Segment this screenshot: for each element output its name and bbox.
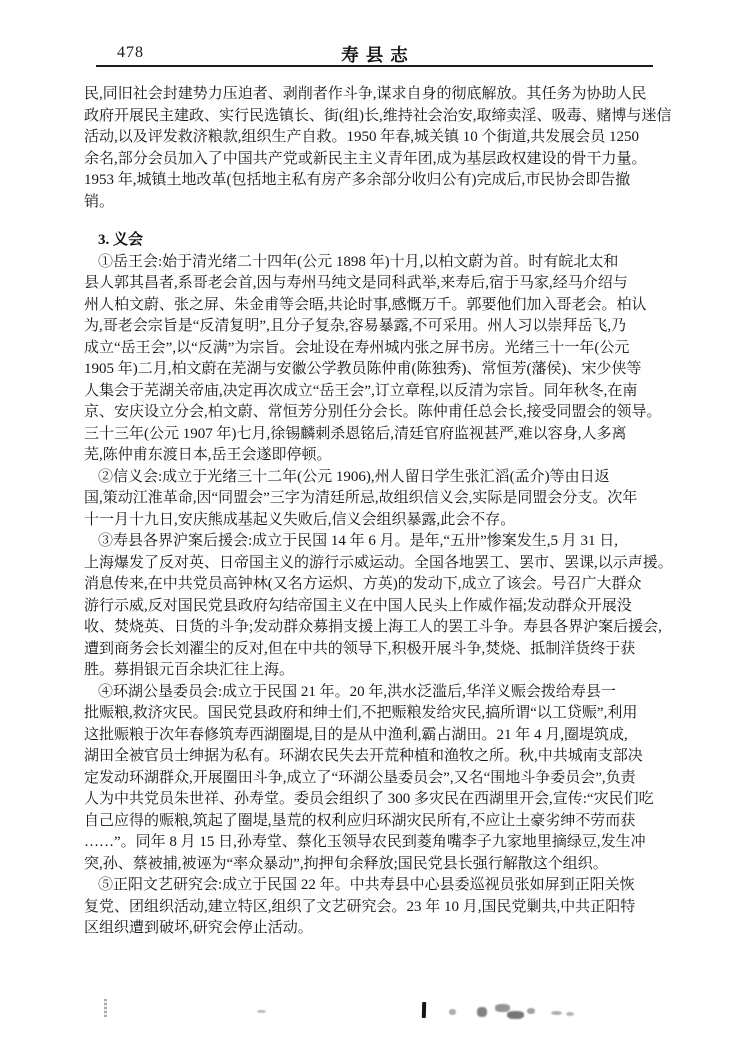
text-line: ⑤正阳文艺研究会:成立于民国 22 年。中共寿县中心县委巡视员张如屏到正阳关恢 [98,877,635,893]
entry-paragraph-xinyihui [84,467,664,532]
text-line: 自己应得的赈粮,筑起了圈堤,垦荒的权利应归环湖灾民所有,不应让土豪劣绅不劳而获 [84,812,636,829]
text-line: 批赈粮,救济灾民。国民党县政府和绅士们,不把赈粮发给灾民,搞所谓“以工贷赈”,利用 [84,705,638,721]
text-line: ④环湖公垦委员会:成立于民国 21 年。20 年,洪水泛滥后,华洋义赈会拨给寿县一 [98,683,616,700]
scan-artifact-smudge [527,1008,535,1014]
scan-artifact-speck [257,1010,266,1013]
scan-artifact-smudge [566,1012,574,1016]
text-line: 1953 年,城镇土地改革(包括地主私有房产多余部分收归公有)完成后,市民协会即告撤 [84,172,631,188]
scan-artifact-bar [422,1002,426,1018]
text-line: ③寿县各界沪案后援会:成立于民国 14 年 6 月。是年,“五卅”惨案发生,5 月 31 日, [98,533,618,549]
page-number: 478 [117,44,144,61]
text-line: 芜,陈仲甫东渡日本,岳王会遂即停顿。 [84,447,332,463]
text-line: 人为中共党员朱世祥、孙寿堂。委员会组织了 300 多灾民在西湖里开会,宣传:“灾民们吃 [84,791,654,807]
entry-paragraph-yuewanghui [84,252,664,467]
text-line: 上海爆发了反对英、日帝国主义的游行示威运动。全国各地罢工、罢市、罢课,以示声援。 [84,554,673,571]
entry-paragraph-zhengyangwenyi [84,875,664,940]
text-line: 遭到商务会长刘濯尘的反对,但在中共的领导下,积极开展斗争,焚烧、抵制洋货终于获 [84,640,636,657]
scan-artifact-smudge [507,1011,524,1019]
text-line: 活动,以及评发救济粮款,组织生产自救。1950 年春,城关镇 10 个街道,共发展会员 1250 [84,129,640,145]
text-line: 京、安庆设立分会,柏文蔚、常恒芳分别任分会长。陈仲甫任总会长,接受同盟会的领导。 [84,404,662,420]
text-line: 政府开展民主建政、实行民选镇长、街(组)长,维持社会治安,取缔卖淫、吸毒、赌博与迷信 [84,107,672,124]
scan-artifact-smudge [495,1004,510,1012]
intro-paragraph [84,84,672,213]
text-line: 成立“岳王会”,以“反满”为宗旨。会址设在寿州城内张之屏书房。光绪三十一年(公元 [84,339,630,356]
text-line: ①岳王会:始于清光绪二十四年(公元 1898 年)十月,以柏文蔚为首。时有皖北太和 [98,253,619,270]
text-line: 十一月十九日,安庆熊成基起义失败后,信义会组织暴露,此会不存。 [84,511,516,528]
scan-artifact-smudge [551,1011,562,1015]
text-line: 三十三年(公元 1907 年)七月,徐锡麟刺杀恩铭后,清廷官府监视甚严,难以容身,人多离 [84,425,627,442]
text-line: 突,孙、蔡被捕,被诬为“率众暴动”,拘押旬余释放;国民党县长强行解散这个组织。 [84,855,608,872]
text-line: 为,哥老会宗旨是“反清复明”,且分子复杂,容易暴露,不可采用。州人习以崇拜岳飞,乃 [84,318,627,334]
text-line: 收、焚烧英、日货的斗争;发动群众募捐支援上海工人的罢工斗争。寿县各界沪案后援会, [84,619,662,635]
text-line: 定发动环湖群众,开展圈田斗争,成立了“环湖公垦委员会”,又名“围地斗争委员会”,负责 [84,769,636,786]
scan-artifact-smudge [449,1009,456,1015]
entry-paragraph-huanhouyuanhui [84,531,673,682]
page-body-text [84,84,673,940]
text-line: 复党、团组织活动,建立特区,组织了文艺研究会。23 年 10 月,国民党剿共,中共正阳特 [84,898,636,915]
text-line: 湖田全被官员士绅据为私有。环湖农民失去开荒种植和渔牧之所。秋,中共城南支部决 [84,748,643,764]
entry-paragraph-huanhugongken [84,682,664,876]
scan-artifact-smudge [477,1007,487,1017]
text-line: 州人柏文蔚、张之屏、朱金甫等会晤,共论时事,感慨万千。郭要他们加入哥老会。柏认 [84,296,647,313]
text-line: 胜。募捐银元百余块汇往上海。 [84,662,295,678]
header-divider-rule [96,65,653,67]
text-line: ……”。同年 8 月 15 日,孙寿堂、蔡化玉领导农民到菱角嘴李子九家地里摘绿豆,发生冲 [84,834,646,850]
text-line: 人集会于芜湖关帝庙,决定再次成立“岳王会”,订立章程,以反清为宗旨。同年秋冬,在南 [84,382,638,399]
text-line: 1905 年)二月,柏文蔚在芜湖与安徽公学教员陈仲甫(陈独秀)、常恒芳(藩侯)、宋少侠等 [84,361,642,377]
text-line: 消息传来,在中共党员高钟林(又名方运炽、方英)的发动下,成立了该会。号召广大群众 [84,576,642,592]
text-line: 余名,部分会员加入了中国共产党或新民主主义青年团,成为基层政权建设的骨干力量。 [84,150,647,167]
section-heading: 3. 义会 [98,232,144,248]
text-line: 销。 [84,193,115,210]
text-line: ②信义会:成立于光绪三十二年(公元 1906),州人留日学生张汇滔(孟介)等由日返 [98,468,610,485]
text-line: 游行示威,反对国民党县政府勾结帝国主义在中国人民头上作威作福;发动群众开展没 [84,597,632,614]
text-line: 国,策动江淮革命,因“同盟会”三字为清廷所忌,故组织信义会,实际是同盟会分支。次年 [84,490,638,506]
scan-artifact-dashed-mark [104,999,107,1017]
text-line: 民,同旧社会封建势力压迫者、剥削者作斗争,谋求自身的彻底解放。其任务为协助人民 [84,86,647,102]
text-line: 这批赈粮于次年春修筑寿西湖圈堤,目的是从中渔利,霸占湖田。21 年 4 月,圈堤筑成, [84,726,628,743]
text-line: 县人郭其昌者,系哥老会首,因与寿州马纯文是同科武举,来寿后,宿于马家,经马介绍与 [84,275,628,291]
book-title: 寿县志 [341,45,415,65]
page-header [96,42,653,64]
text-line: 区组织遭到破坏,研究会停止活动。 [84,920,313,936]
